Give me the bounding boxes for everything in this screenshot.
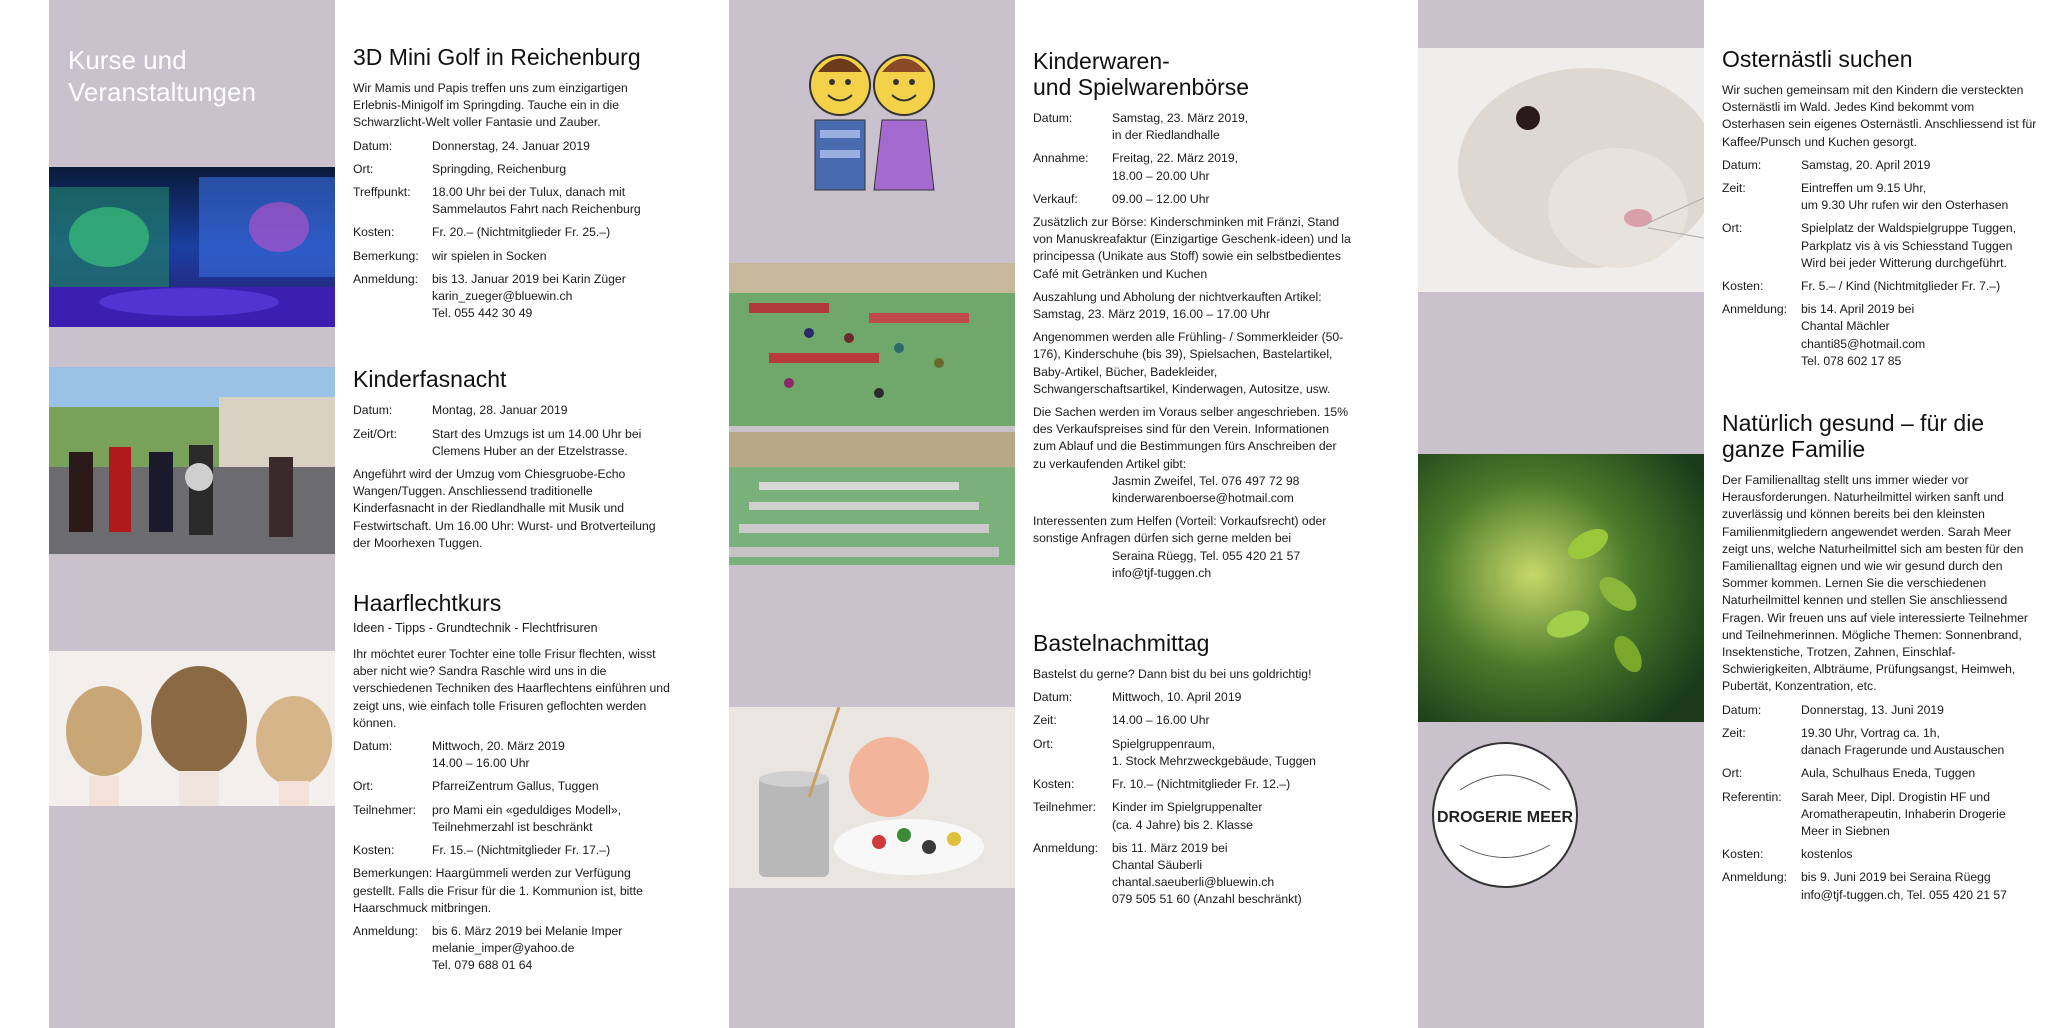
detail-label: Zeit: xyxy=(1033,713,1057,728)
boerse-extras: Zusätzlich zur Börse: Kinderschminken mit Fränzi, Stand von Manuskreafaktur (Einzigartige Geschenk-ideen) und la principessa (Unikate aus Stoff) sowie ein selbstbedientes Café mit Getränken und Kuchen xyxy=(1033,215,1351,281)
boerse-photo-2 xyxy=(729,432,1015,565)
event-title: Natürlich gesund – für die ganze Familie xyxy=(1722,410,1985,463)
minigolf-photo xyxy=(49,167,335,327)
detail-label: Ort: xyxy=(1722,221,1743,236)
event-fasnacht xyxy=(353,366,671,552)
detail-row xyxy=(353,402,671,419)
detail-value xyxy=(432,224,671,241)
detail-row xyxy=(1033,191,1351,208)
detail-value-line: pro Mami ein «geduldiges Modell», xyxy=(432,802,622,817)
detail-value xyxy=(1112,736,1351,770)
detail-label: Ort: xyxy=(353,779,374,794)
detail-value-line: 09.00 – 12.00 Uhr xyxy=(1112,191,1210,206)
detail-value xyxy=(432,842,671,859)
detail-value xyxy=(432,271,671,323)
detail-value xyxy=(1801,846,2037,863)
detail-value xyxy=(1801,278,2037,295)
detail-value xyxy=(1112,799,1351,833)
detail-value-line: bis 13. Januar 2019 bei Karin Züger xyxy=(432,271,626,286)
detail-value-line: chantal.saeuberli@bluewin.ch xyxy=(1112,875,1275,890)
detail-label: Zeit: xyxy=(1722,181,1746,196)
event-basteln xyxy=(1033,630,1351,908)
detail-row xyxy=(1033,689,1351,706)
detail-row xyxy=(1722,789,2037,841)
detail-label: Kosten: xyxy=(353,843,395,858)
detail-value-line: Spielgruppenraum, xyxy=(1112,736,1215,751)
detail-value-line: 1. Stock Mehrzweckgebäude, Tuggen xyxy=(1112,753,1316,768)
detail-value-line: danach Fragerunde und Austauschen xyxy=(1801,743,2005,758)
detail-value-line: Meer in Siebnen xyxy=(1801,823,1890,838)
detail-value-line: Springding, Reichenburg xyxy=(432,161,567,176)
column-3 xyxy=(1722,46,2037,910)
detail-value xyxy=(1801,301,2037,370)
event-title: Osternästli suchen xyxy=(1722,46,1913,72)
detail-label: Anmeldung: xyxy=(353,271,419,286)
detail-label: Ort: xyxy=(1722,766,1743,781)
detail-value-line: Wird bei jeder Witterung durchgeführt. xyxy=(1801,255,2007,270)
boerse-info: Die Sachen werden im Voraus selber angeschrieben. 15% des Verkaufspreises sind für den Verein. Informationen zum Ablauf und die Bestimmungen fürs Anschreiben der zu verkaufenden Artikel gibt: xyxy=(1033,405,1349,471)
detail-value-line: 19.30 Uhr, Vortrag ca. 1h, xyxy=(1801,725,1940,740)
detail-value xyxy=(1112,110,1351,144)
detail-label: Kosten: xyxy=(353,225,395,240)
detail-label: Anmeldung: xyxy=(353,923,419,938)
detail-value-line: bis 11. März 2019 bei xyxy=(1112,840,1228,855)
detail-label: Datum: xyxy=(1722,157,1762,172)
detail-value-line: Sarah Meer, Dipl. Drogistin HF und xyxy=(1801,789,1990,804)
detail-label: Ort: xyxy=(1033,736,1054,751)
detail-row xyxy=(1033,840,1351,909)
detail-value xyxy=(432,802,671,836)
event-minigolf xyxy=(353,44,671,322)
kids-drawing xyxy=(800,40,943,215)
detail-value-line: Chantal Säuberli xyxy=(1112,857,1203,872)
detail-value-line: um 9.30 Uhr rufen wir den Osterhasen xyxy=(1801,198,2009,213)
detail-row xyxy=(353,161,671,178)
section-title: Kurse und Veranstaltungen xyxy=(68,45,256,107)
event-details xyxy=(1033,689,1351,908)
detail-value-line: Chantal Mächler xyxy=(1801,319,1890,334)
event-title: Kinderwaren- und Spielwarenbörse xyxy=(1033,48,1250,100)
detail-row xyxy=(1722,765,2037,782)
detail-row xyxy=(1722,180,2037,214)
boerse-payout: Auszahlung und Abholung der nichtverkauften Artikel: Samstag, 23. März 2019, 16.00 – 17.00 Uhr xyxy=(1033,289,1322,322)
detail-value-line: Teilnehmerzahl ist beschränkt xyxy=(432,819,593,834)
detail-label: Bemerkung: xyxy=(353,248,419,263)
event-details xyxy=(1722,157,2037,370)
detail-row xyxy=(1033,776,1351,793)
rabbit-photo xyxy=(1418,48,1704,292)
event-intro: Wir Mamis und Papis treffen uns zum einzigartigen Erlebnis-Minigolf im Springding. Tauche ein in die Schwarzlicht-Welt voller Fantasie und Zauber. xyxy=(353,81,628,130)
detail-row xyxy=(1722,725,2037,759)
detail-label: Verkauf: xyxy=(1033,191,1078,206)
detail-value xyxy=(432,248,671,265)
detail-value-line: Fr. 10.– (Nichtmitglieder Fr. 12.–) xyxy=(1112,777,1291,792)
detail-value xyxy=(432,426,671,460)
detail-value-line: karin_zueger@bluewin.ch xyxy=(432,289,573,304)
boerse-photo-1 xyxy=(729,263,1015,426)
event-text: Angeführt wird der Umzug vom Chiesgruobe-Echo Wangen/Tuggen. Anschliessend traditionelle Kinderfasnacht in der Riedlandhalle mit Musik und Festwirtschaft. Um 16.00 Uhr: Wurst- und Brotverteilung der Moorhexen Tuggen. xyxy=(353,467,656,550)
detail-label: Kosten: xyxy=(1722,847,1764,862)
event-details xyxy=(353,138,671,323)
logo-text: DROGERIE MEER xyxy=(1436,809,1574,826)
event-details xyxy=(353,402,671,460)
detail-label: Datum: xyxy=(1033,111,1073,125)
event-intro: Bastelst du gerne? Dann bist du bei uns goldrichtig! xyxy=(1033,667,1312,682)
detail-value xyxy=(1801,157,2037,174)
detail-row xyxy=(353,248,671,265)
detail-value xyxy=(1801,702,2037,719)
detail-value-line: 14.00 – 16.00 Uhr xyxy=(1112,713,1210,728)
detail-row xyxy=(353,842,671,859)
detail-value-line: Tel. 055 442 30 49 xyxy=(432,306,533,321)
detail-value-line: Tel. 078 602 17 85 xyxy=(1801,353,1902,368)
detail-value xyxy=(432,923,671,975)
detail-row xyxy=(1722,220,2037,272)
detail-value-line: Aula, Schulhaus Eneda, Tuggen xyxy=(1801,766,1976,781)
haarflecht-photo xyxy=(49,651,335,806)
detail-row xyxy=(353,738,671,772)
event-title: Kinderfasnacht xyxy=(353,366,507,393)
detail-value-line: Spielplatz der Waldspielgruppe Tuggen, xyxy=(1801,221,2016,236)
event-remark: Bemerkungen: Haargümmeli werden zur Verfügung gestellt. Falls die Frisur für die 1. Kommunion ist, bitte Haarschmuck mitbringen. xyxy=(353,866,643,915)
event-title: Bastelnachmittag xyxy=(1033,630,1210,657)
detail-row xyxy=(353,426,671,460)
detail-value-line: Donnerstag, 13. Juni 2019 xyxy=(1801,702,1944,717)
detail-value-line: Mittwoch, 20. März 2019 xyxy=(432,739,565,754)
detail-label: Kosten: xyxy=(1033,777,1075,792)
detail-value-line: 14.00 – 16.00 Uhr xyxy=(432,756,530,771)
detail-value-line: bis 14. April 2019 bei xyxy=(1801,302,1915,317)
event-details xyxy=(1722,702,2037,904)
detail-value-line: Start des Umzugs ist um 14.00 Uhr bei xyxy=(432,426,642,441)
detail-label: Annahme: xyxy=(1033,151,1089,166)
detail-row xyxy=(1033,150,1351,184)
detail-label: Teilnehmer: xyxy=(353,802,416,817)
event-registration xyxy=(353,923,671,975)
drogerie-meer-logo xyxy=(1430,740,1580,890)
detail-value xyxy=(1801,180,2037,214)
detail-value-line: Samstag, 23. März 2019, xyxy=(1112,111,1249,125)
detail-label: Teilnehmer: xyxy=(1033,800,1096,815)
detail-value-line: (ca. 4 Jahre) bis 2. Klasse xyxy=(1112,817,1253,832)
detail-value-line: Freitag, 22. März 2019, xyxy=(1112,151,1238,166)
detail-row xyxy=(1722,157,2037,174)
detail-label: Datum: xyxy=(353,138,393,153)
detail-row xyxy=(1722,846,2037,863)
detail-row xyxy=(353,923,671,975)
detail-value-line: wir spielen in Socken xyxy=(432,248,547,263)
event-osternaestli xyxy=(1722,46,2037,370)
basteln-photo xyxy=(729,707,1015,888)
detail-value-line: melanie_imper@yahoo.de xyxy=(432,941,575,956)
detail-value-line: Eintreffen um 9.15 Uhr, xyxy=(1801,181,1927,196)
detail-value-line: in der Riedlandhalle xyxy=(1112,128,1220,143)
detail-value-line: chanti85@hotmail.com xyxy=(1801,336,1926,351)
detail-value xyxy=(432,138,671,155)
detail-value-line: Sammelautos Fahrt nach Reichenburg xyxy=(432,202,641,217)
detail-label: Kosten: xyxy=(1722,279,1764,294)
detail-value xyxy=(432,184,671,218)
detail-row xyxy=(1722,278,2037,295)
detail-value xyxy=(1801,789,2037,841)
event-title: 3D Mini Golf in Reichenburg xyxy=(353,44,641,70)
detail-value-line: 079 505 51 60 (Anzahl beschränkt) xyxy=(1112,892,1302,907)
detail-value-line: 18.00 – 20.00 Uhr xyxy=(1112,168,1210,183)
column-1 xyxy=(353,44,671,981)
detail-value xyxy=(432,161,671,178)
detail-value-line: info@tjf-tuggen.ch, Tel. 055 420 21 57 xyxy=(1801,887,2007,902)
detail-value-line: kostenlos xyxy=(1801,847,1853,862)
detail-value-line: Donnerstag, 24. Januar 2019 xyxy=(432,138,590,153)
detail-value-line: Fr. 5.– / Kind (Nichtmitglieder Fr. 7.–) xyxy=(1801,279,2001,294)
detail-value-line: Samstag, 20. April 2019 xyxy=(1801,157,1931,172)
detail-label: Anmeldung: xyxy=(1722,870,1788,885)
detail-row xyxy=(1033,110,1351,144)
detail-row xyxy=(353,138,671,155)
event-natuerlich-gesund xyxy=(1722,410,2037,904)
detail-label: Zeit: xyxy=(1722,725,1746,740)
detail-row xyxy=(1033,799,1351,833)
detail-row xyxy=(1722,869,2037,903)
detail-value-line: Parkplatz vis à vis Schiesstand Tuggen xyxy=(1801,238,2013,253)
detail-value-line: 18.00 Uhr bei der Tulux, danach mit xyxy=(432,185,626,200)
detail-value xyxy=(1801,725,2037,759)
detail-value-line: Aromatherapeutin, Inhaberin Drogerie xyxy=(1801,806,2006,821)
leaves-photo xyxy=(1418,454,1704,722)
detail-label: Anmeldung: xyxy=(1033,840,1099,855)
event-details xyxy=(1033,110,1351,208)
detail-row xyxy=(1033,736,1351,770)
detail-value xyxy=(1112,840,1351,909)
detail-label: Treffpunkt: xyxy=(353,185,411,200)
column-2 xyxy=(1033,48,1351,915)
boerse-helpers: Interessenten zum Helfen (Vorteil: Vorkaufsrecht) oder sonstige Anfragen dürfen sich gerne melden bei xyxy=(1033,514,1327,546)
detail-label: Anmeldung: xyxy=(1722,302,1788,317)
event-haarflechtkurs xyxy=(353,590,671,974)
detail-row xyxy=(353,271,671,323)
detail-value-line: Mittwoch, 10. April 2019 xyxy=(1112,690,1242,705)
detail-value xyxy=(1801,765,2037,782)
detail-value xyxy=(1112,150,1351,184)
detail-row xyxy=(353,224,671,241)
detail-label: Zeit/Ort: xyxy=(353,426,398,441)
boerse-info-contact: Jasmin Zweifel, Tel. 076 497 72 98 kinderwarenboerse@hotmail.com xyxy=(1112,473,1300,506)
detail-value-line: Kinder im Spielgruppenalter xyxy=(1112,800,1263,815)
detail-value-line: Fr. 20.– (Nichtmitglieder Fr. 25.–) xyxy=(432,225,611,240)
detail-value xyxy=(432,402,671,419)
event-text: Der Familienalltag stellt uns immer wieder vor Herausforderungen. Naturheilmittel wirken sanft und zuverlässig und können bereits bei den kleinsten Familienmitgliedern angewendet werden. Sarah Meer zeigt uns, welche Naturheilmittel sich am besten für den Familienalltag eignen und wie wir gesund durch den Sommer kommen. Lernen Sie die verschiedenen Naturheilmittel kennen und stellen Sie anschliessend Fragen. Wir freuen uns auf viele interessierte Teilnehmer und Teilnehmerinnen. Mögliche Themen: Sonnenbrand, Insektenstiche, Trotzen, Zahnen, Einschlaf-Schwierigkeiten, Albträume, Prüfungsangst, Heimweh, Pubertät, Konzentration, etc. xyxy=(1722,473,2028,694)
detail-label: Datum: xyxy=(1033,690,1073,705)
detail-value-line: Montag, 28. Januar 2019 xyxy=(432,403,568,418)
detail-value xyxy=(432,738,671,772)
detail-value xyxy=(1112,712,1351,729)
boerse-accepted: Angenommen werden alle Frühling- / Sommerkleider (50-176), Kinderschuhe (bis 39), Spielsachen, Bastelartikel, Baby-Artikel, Bücher, Badekleider, Schwangerschaftsartikel, Kinderwagen, Autositze, usw. xyxy=(1033,330,1344,396)
boerse-helpers-contact: Seraina Rüegg, Tel. 055 420 21 57 info@tjf-tuggen.ch xyxy=(1112,548,1301,580)
detail-value-line: Clemens Huber an der Etzelstrasse. xyxy=(432,443,628,458)
detail-row xyxy=(1722,301,2037,370)
detail-value-line: PfarreiZentrum Gallus, Tuggen xyxy=(432,779,599,794)
detail-value-line: bis 6. März 2019 bei Melanie Imper xyxy=(432,923,623,938)
detail-label: Datum: xyxy=(1722,702,1762,717)
event-intro: Ihr möchtet eurer Tochter eine tolle Frisur flechten, wisst aber nicht wie? Sandra Raschle wird uns in die verschiedenen Techniken des Haarflechtens einführen und zeigt uns, wie einfach tolle Frisuren geflochten werden können. xyxy=(353,647,670,730)
detail-label: Ort: xyxy=(353,161,374,176)
detail-value xyxy=(1112,191,1351,208)
detail-label: Datum: xyxy=(353,739,393,754)
event-title: Haarflechtkurs xyxy=(353,590,502,617)
detail-row xyxy=(1722,702,2037,719)
detail-label: Datum: xyxy=(353,403,393,418)
detail-row xyxy=(353,184,671,218)
event-intro: Wir suchen gemeinsam mit den Kindern die versteckten Osternästli im Wald. Jedes Kind bekommt vom Osterhasen sein eigenes Osternästli. Anschliessend ist für Kaffee/Punsch und Kuchen gesorgt. xyxy=(1722,83,2037,149)
detail-value xyxy=(1801,220,2037,272)
detail-value-line: Tel. 079 688 01 64 xyxy=(432,958,533,973)
detail-value xyxy=(1112,689,1351,706)
event-boerse xyxy=(1033,48,1351,582)
detail-value-line: Fr. 15.– (Nichtmitglieder Fr. 17.–) xyxy=(432,843,611,858)
fasnacht-photo xyxy=(49,367,335,554)
detail-row xyxy=(353,778,671,795)
event-subtitle: Ideen - Tipps - Grundtechnik - Flechtfrisuren xyxy=(353,621,598,636)
detail-value xyxy=(432,778,671,795)
detail-row xyxy=(1033,712,1351,729)
event-details xyxy=(353,738,671,859)
detail-row xyxy=(353,802,671,836)
detail-value xyxy=(1112,776,1351,793)
detail-value xyxy=(1801,869,2037,903)
detail-value-line: bis 9. Juni 2019 bei Seraina Rüegg xyxy=(1801,870,1991,885)
detail-label: Referentin: xyxy=(1722,789,1782,804)
